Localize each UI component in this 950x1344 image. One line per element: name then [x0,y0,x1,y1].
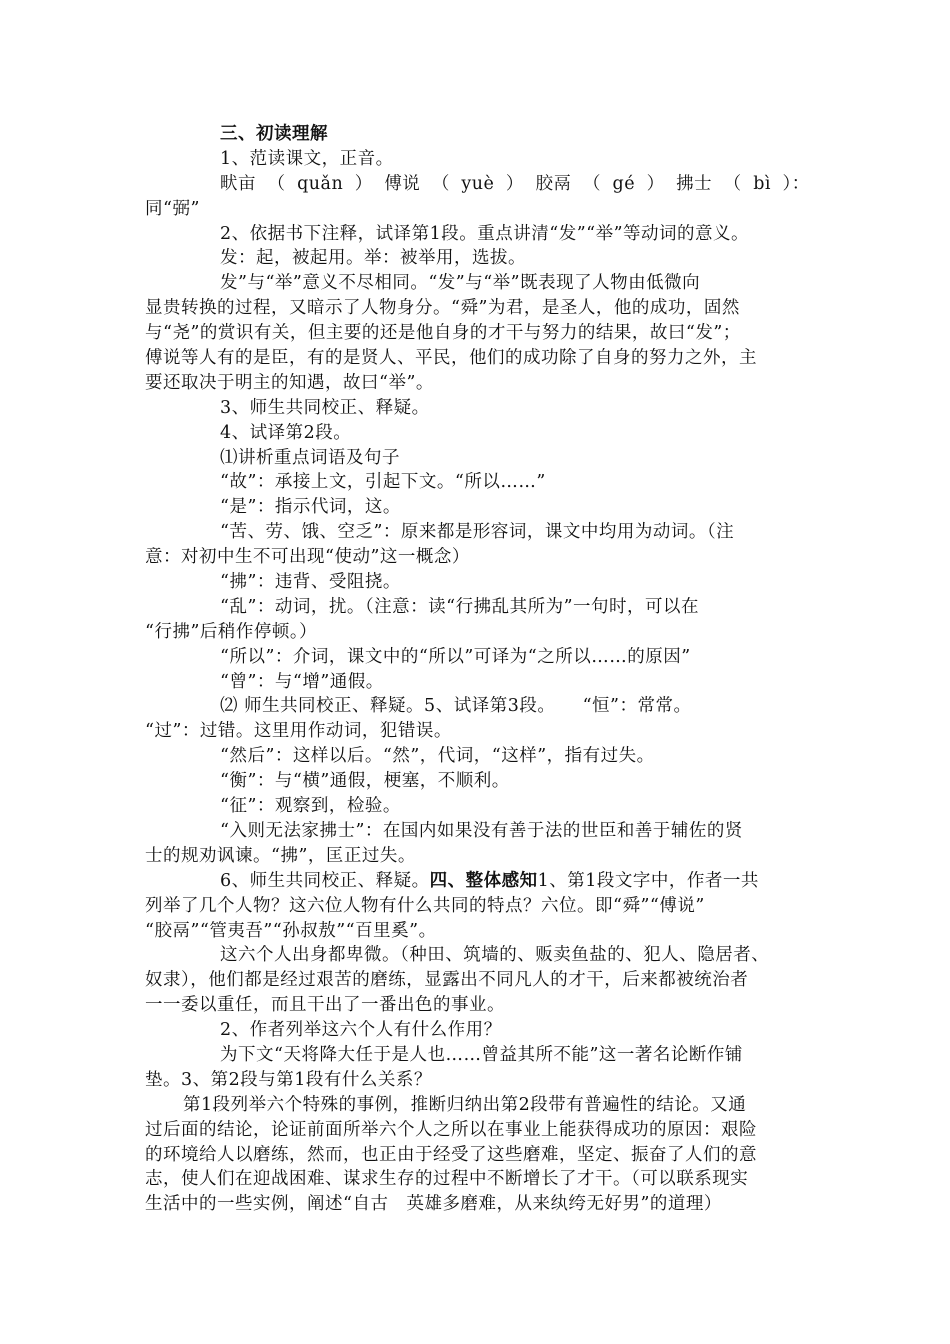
text-line [145,296,810,321]
text-run: 奴隶），他们都是经过艰苦的磨练，显露出不同凡人的才干，后来都被统治者 [145,970,749,991]
text-line [145,172,810,197]
text-run: 意：对初中生不可出现“使动”这一概念） [145,547,470,568]
pinyin-cell: ） [646,173,665,194]
text-run: “曾”：与“增”通假。 [220,671,384,692]
pinyin-cell: ） [505,173,524,194]
text-run: 士的规劝讽谏。“拂”，匡正过失。 [145,845,416,866]
text-line [145,1093,810,1118]
text-line [145,645,810,670]
pinyin-cell: bì [753,173,772,194]
text-line [145,1167,810,1192]
text-line [145,520,810,545]
text-run: “胶鬲”“管夷吾”“孙叔敖”“百里奚”。 [145,920,437,941]
text-line [145,421,810,446]
text-run: 4、试译第2段。 [220,422,352,443]
text-line [145,968,810,993]
pinyin-cell: （ [723,173,742,194]
text-line [145,321,810,346]
text-line [145,670,810,695]
text-line [145,197,810,222]
text-line [145,819,810,844]
text-run: 志，使人们在迎战困难、谋求生存的过程中不断增长了才干。（可以联系现实 [145,1169,749,1190]
text-line [145,147,810,172]
text-line [145,794,810,819]
text-run: 的环境给人以磨练，然而，也正由于经受了这些磨难，坚定、振奋了人们的意 [145,1144,757,1165]
pinyin-cell: 傅说 [384,173,421,194]
text-line [145,694,810,719]
pinyin-cell: （ [431,173,450,194]
text-line [145,246,810,271]
text-line [145,719,810,744]
pinyin-cell: ） [354,173,373,194]
text-line [145,446,810,471]
text-line [145,993,810,1018]
text-line [145,744,810,769]
pinyin-cell: quǎn [297,173,344,194]
text-run: “故”：承接上文，引起下文。“所以……” [220,472,546,493]
text-run: 2、依据书下注释，试译第1段。重点讲清“发”“举”等动词的意义。 [220,223,750,244]
pinyin-cell: 胶鬲 [535,173,572,194]
pinyin-cell: （ [582,173,601,194]
text-line [145,1118,810,1143]
text-run: “行拂”后稍作停顿。） [145,621,318,642]
text-run: 生活中的一些实例，阐述“自古 英雄多磨难，从来纨绔无好男”的道理） [145,1194,722,1215]
text-line [145,396,810,421]
pinyin-cell: yuè [461,173,495,194]
pinyin-cell: gé [612,173,636,194]
text-run: 与“尧”的赏识有关，但主要的还是他自身的才干与努力的结果，故曰“发”； [145,323,741,344]
text-line [145,1068,810,1093]
text-run: 1、范读课文，正音。 [220,148,394,169]
text-run: “苦、劳、饿、空乏”：原来都是形容词，课文中均用为动词。（注 [220,522,735,543]
pinyin-cell: ）： [782,173,810,194]
text-line [145,919,810,944]
text-run: 傅说等人有的是臣，有的是贤人、平民，他们的成功除了自身的努力之外，主 [145,348,757,369]
text-run: 过后面的结论，论证前面所举六个人之所以在事业上能获得成功的原因：艰险 [145,1119,757,1140]
text-run: 垫。3、第2段与第1段有什么关系？ [145,1069,432,1090]
text-run: 第1段列举六个特殊的事例，推断归纳出第2段带有普遍性的结论。又通 [183,1094,747,1115]
text-run: “所以”：介词，课文中的“所以”可译为“之所以……的原因” [220,646,691,667]
text-run: 列举了几个人物？这六位人物有什么共同的特点？六位。即“舜”“傅说” [145,895,705,916]
text-line [145,943,810,968]
text-line [145,1018,810,1043]
text-line [145,495,810,520]
text-run: 发：起，被起用。举：被举用，选拔。 [220,248,526,269]
text-run: “过”：过错。这里用作动词，犯错误。 [145,721,452,742]
text-line [145,222,810,247]
text-line [145,545,810,570]
text-run: 3、师生共同校正、释疑。 [220,397,430,418]
text-line [145,1192,810,1217]
section-heading: 三、初读理解 [220,124,328,144]
text-line [145,346,810,371]
text-run: 同“弼” [145,198,200,219]
text-run: 一一委以重任，而且干出了一番出色的事业。 [145,995,505,1016]
text-run: “衡”：与“横”通假，梗塞，不顺利。 [220,771,510,792]
pinyin-cell: 畎亩 [220,173,256,194]
text-line [145,1043,810,1068]
text-line [145,371,810,396]
text-run: 6、师生共同校正、释疑。 [220,870,430,891]
text-run: “乱”：动词，扰。（注意：读“行拂乱其所为”一句时，可以在 [220,596,700,617]
text-line [145,271,810,296]
text-line [145,570,810,595]
text-run: “然后”：这样以后。“然”，代词，“这样”，指有过失。 [220,746,655,767]
text-run: 2、作者列举这六个人有什么作用？ [220,1020,502,1041]
text-run: “是”：指示代词，这。 [220,497,401,518]
text-line [145,620,810,645]
text-line [145,894,810,919]
text-run: 1、第1段文字中，作者一共 [537,870,759,891]
text-run: “入则无法家拂士”：在国内如果没有善于法的世臣和善于辅佐的贤 [220,820,743,841]
text-run: 这六个人出身都卑微。（种田、筑墙的、贩卖鱼盐的、犯人、隐居者、 [220,945,770,966]
document-page [145,122,810,1217]
text-line [145,1143,810,1168]
text-line [145,869,810,894]
text-line [145,844,810,869]
pinyin-cell: 拂士 [676,173,713,194]
text-run: 发”与“举”意义不尽相同。“发”与“举”既表现了人物由低微向 [220,273,701,294]
section-heading: 四、整体感知 [429,870,538,891]
text-run: “拂”：违背、受阻挠。 [220,572,401,593]
text-line [145,470,810,495]
pinyin-cell: （ [267,173,286,194]
text-run: 显贵转换的过程，又暗示了人物身分。“舜”为君，是圣人，他的成功，固然 [145,298,740,319]
text-line [145,122,810,147]
text-line [145,769,810,794]
text-run: 为下文“天将降大任于是人也……曾益其所不能”这一著名论断作铺 [220,1044,743,1065]
text-run: “征”：观察到，检验。 [220,796,401,817]
text-run: ⑵ 师生共同校正、释疑。5、试译第3段。 “恒”：常常。 [220,696,692,717]
text-run: ⑴讲析重点词语及句子 [220,447,400,468]
text-line [145,595,810,620]
text-run: 要还取决于明主的知遇，故曰“举”。 [145,372,434,393]
